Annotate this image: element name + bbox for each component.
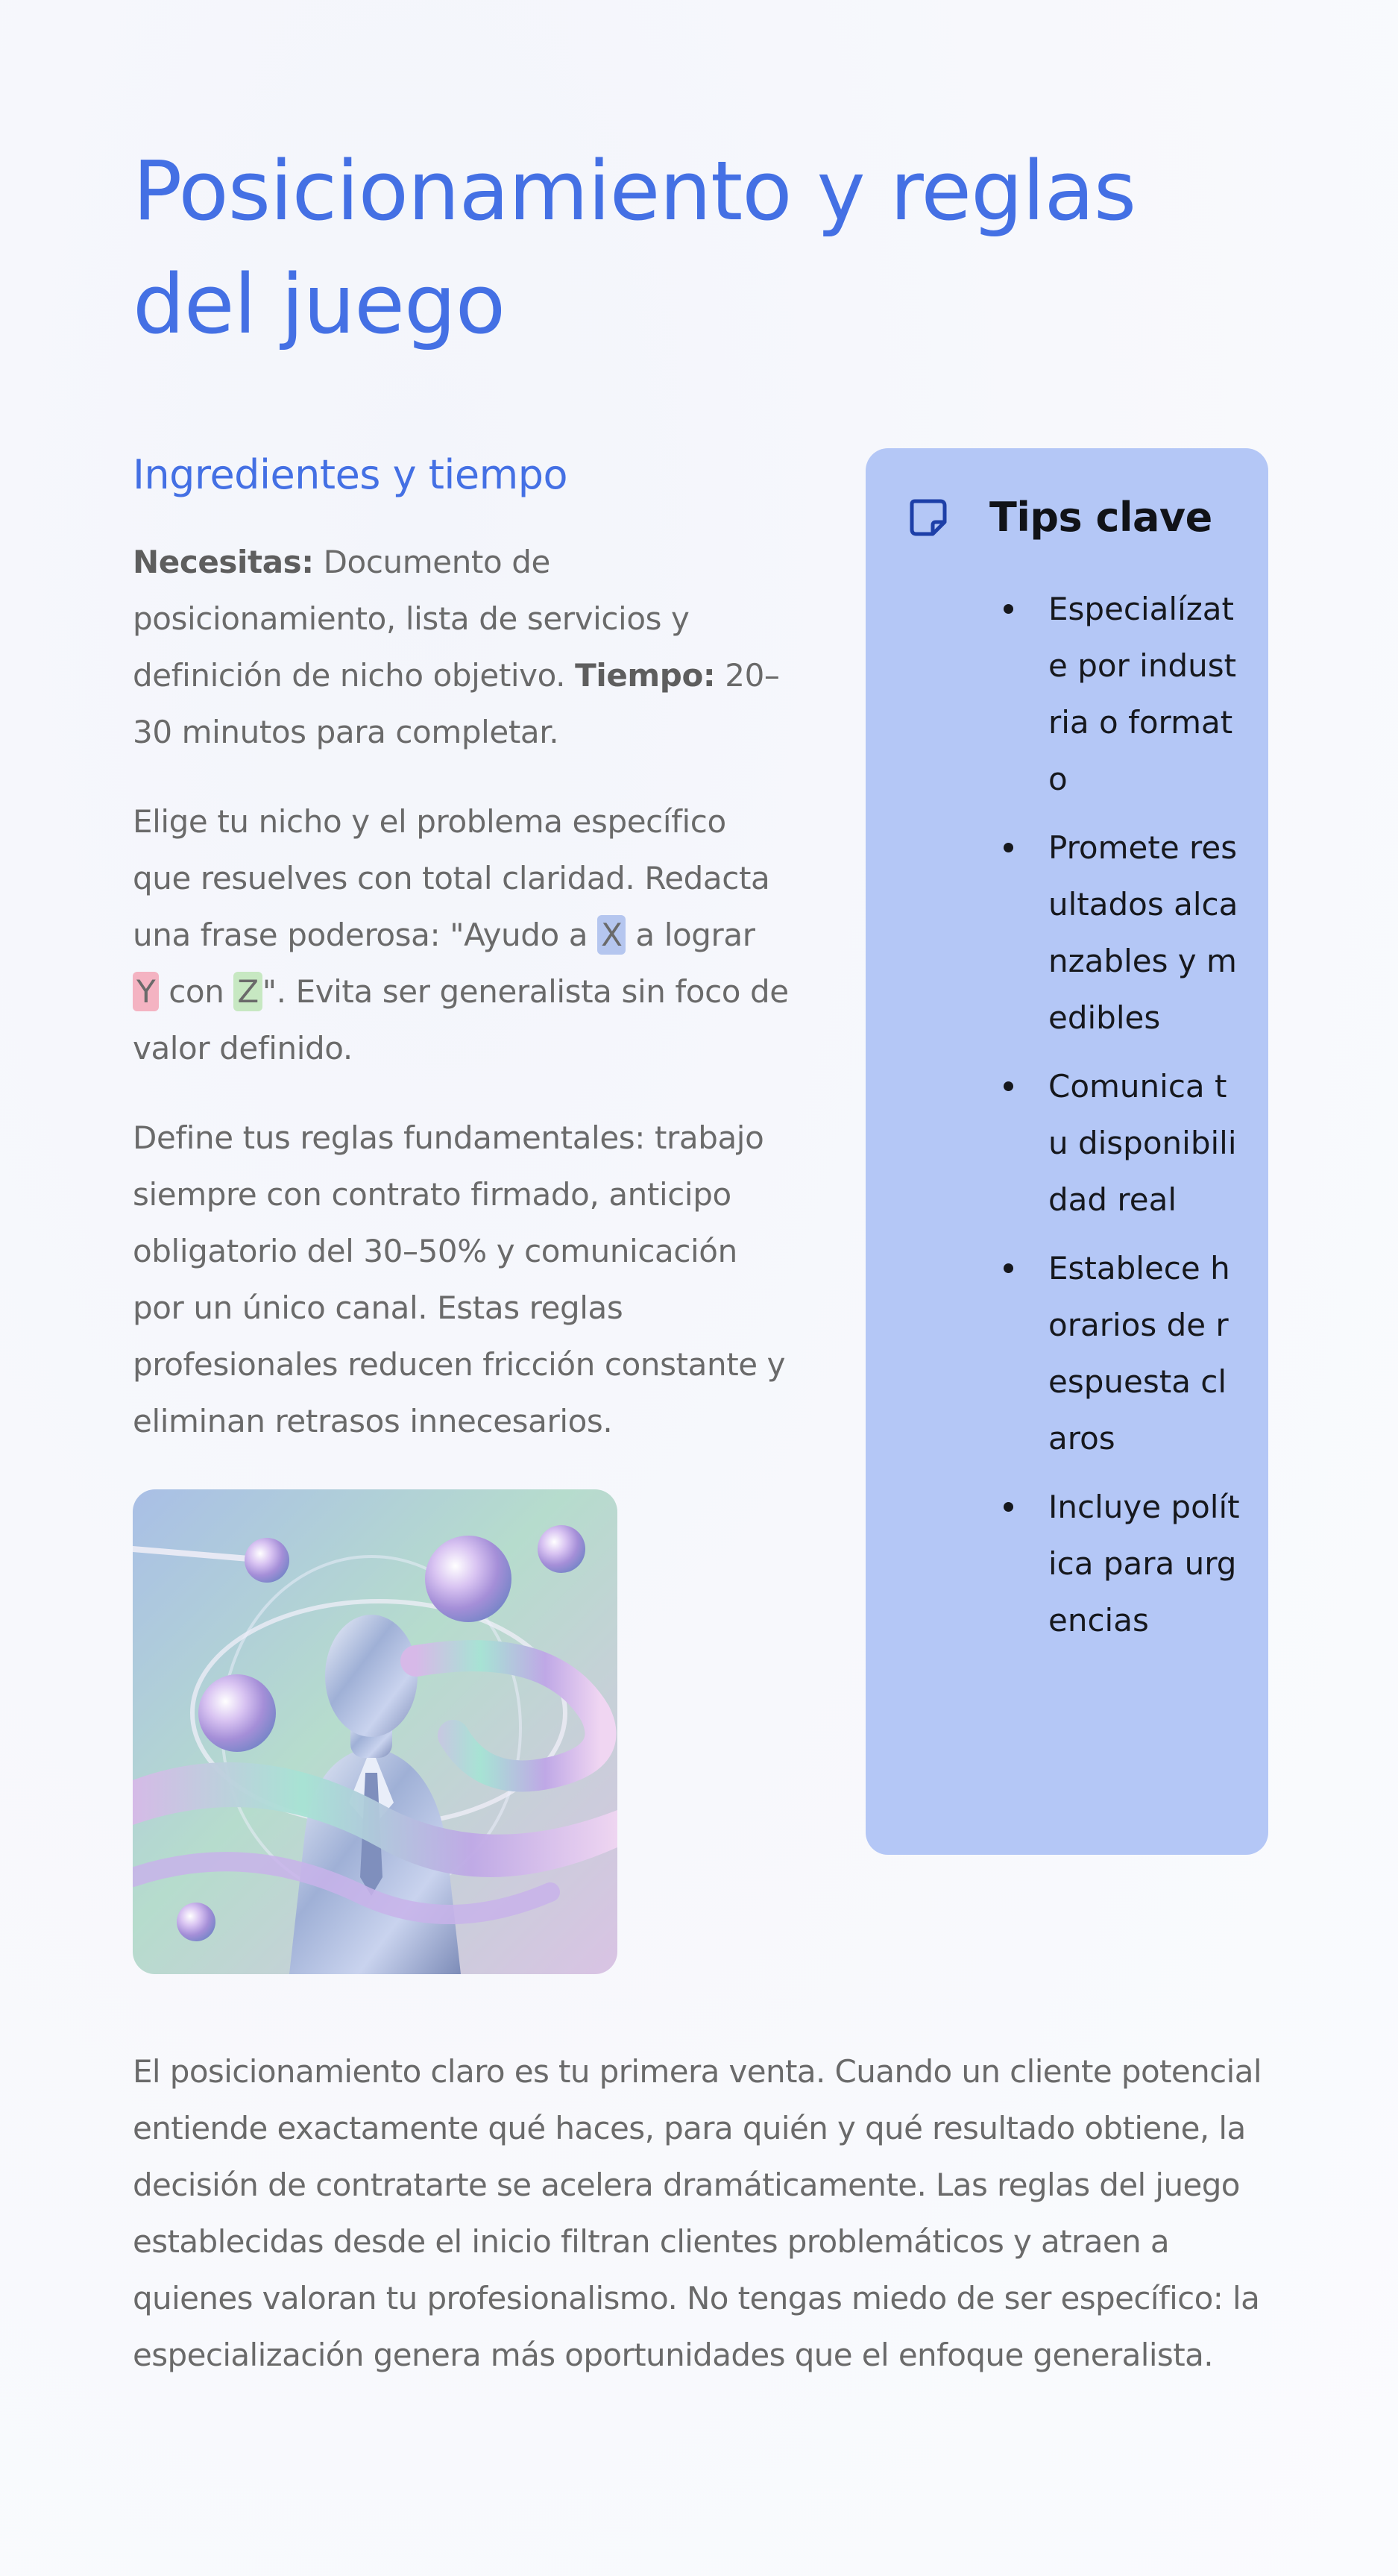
chrome-figure-illustration <box>133 1489 617 1974</box>
tips-list <box>1048 581 1242 1661</box>
tips-title: Tips clave <box>989 494 1212 541</box>
tip-item: Comunica tu disponibilidad real <box>1048 1058 1242 1228</box>
highlight-z: Z <box>233 972 262 1011</box>
tip-item: Incluye política para urgencias <box>1048 1479 1242 1649</box>
niche-text-2: a lograr <box>626 917 755 953</box>
highlight-x: X <box>597 915 626 955</box>
tips-header <box>907 491 1212 544</box>
needs-label: Necesitas: <box>133 544 314 580</box>
niche-text-4: ". Evita ser generalista sin foco de valor definido. <box>133 973 789 1066</box>
requirements-paragraph <box>133 534 789 761</box>
content-columns <box>133 449 1268 1978</box>
tips-card <box>866 448 1268 1855</box>
niche-paragraph <box>133 794 789 1077</box>
niche-text-3: con <box>159 973 234 1010</box>
closing-paragraph: El posicionamiento claro es tu primera venta. Cuando un cliente potencial entiende exactamente qué haces, para quién y qué resultado obtiene, la decisión de contratarte se acelera dramáticamente. Las reglas del juego establecidas desde el inicio filtran clientes problemáticos y atraen a quienes valoran tu profesionalismo. No tengas miedo de ser específico: la especialización genera más oportunidades que el enfoque generalista. <box>133 2053 1262 2373</box>
highlight-y: Y <box>133 972 159 1011</box>
needs-text: Documento de posicionamiento, lista de servicios y definición de nicho objetivo. <box>133 544 690 694</box>
time-label: Tiempo: <box>575 657 716 694</box>
rules-paragraph: Define tus reglas fundamentales: trabajo siempre con contrato firmado, anticipo obligatorio del 30–50% y comunicación por un único canal. Estas reglas profesionales reducen fricción constante y eliminan retrasos innecesarios. <box>133 1119 786 1439</box>
sticky-note-icon <box>907 497 949 538</box>
tip-item: Promete resultados alcanzables y medibles <box>1048 820 1242 1046</box>
section-subtitle: Ingredientes y tiempo <box>133 451 568 498</box>
tip-item: Especialízate por industria o formato <box>1048 581 1242 808</box>
page-title: Posicionamiento y reglas del juego <box>133 143 1136 352</box>
time-text: 20–30 minutos para completar. <box>133 657 780 750</box>
niche-text-1: Elige tu nicho y el problema específico que resuelves con total claridad. Redacta una frase poderosa: "Ayudo a <box>133 803 770 953</box>
tip-item: Establece horarios de respuesta claros <box>1048 1240 1242 1467</box>
main-column <box>133 449 789 1483</box>
page-content <box>133 134 1268 1978</box>
